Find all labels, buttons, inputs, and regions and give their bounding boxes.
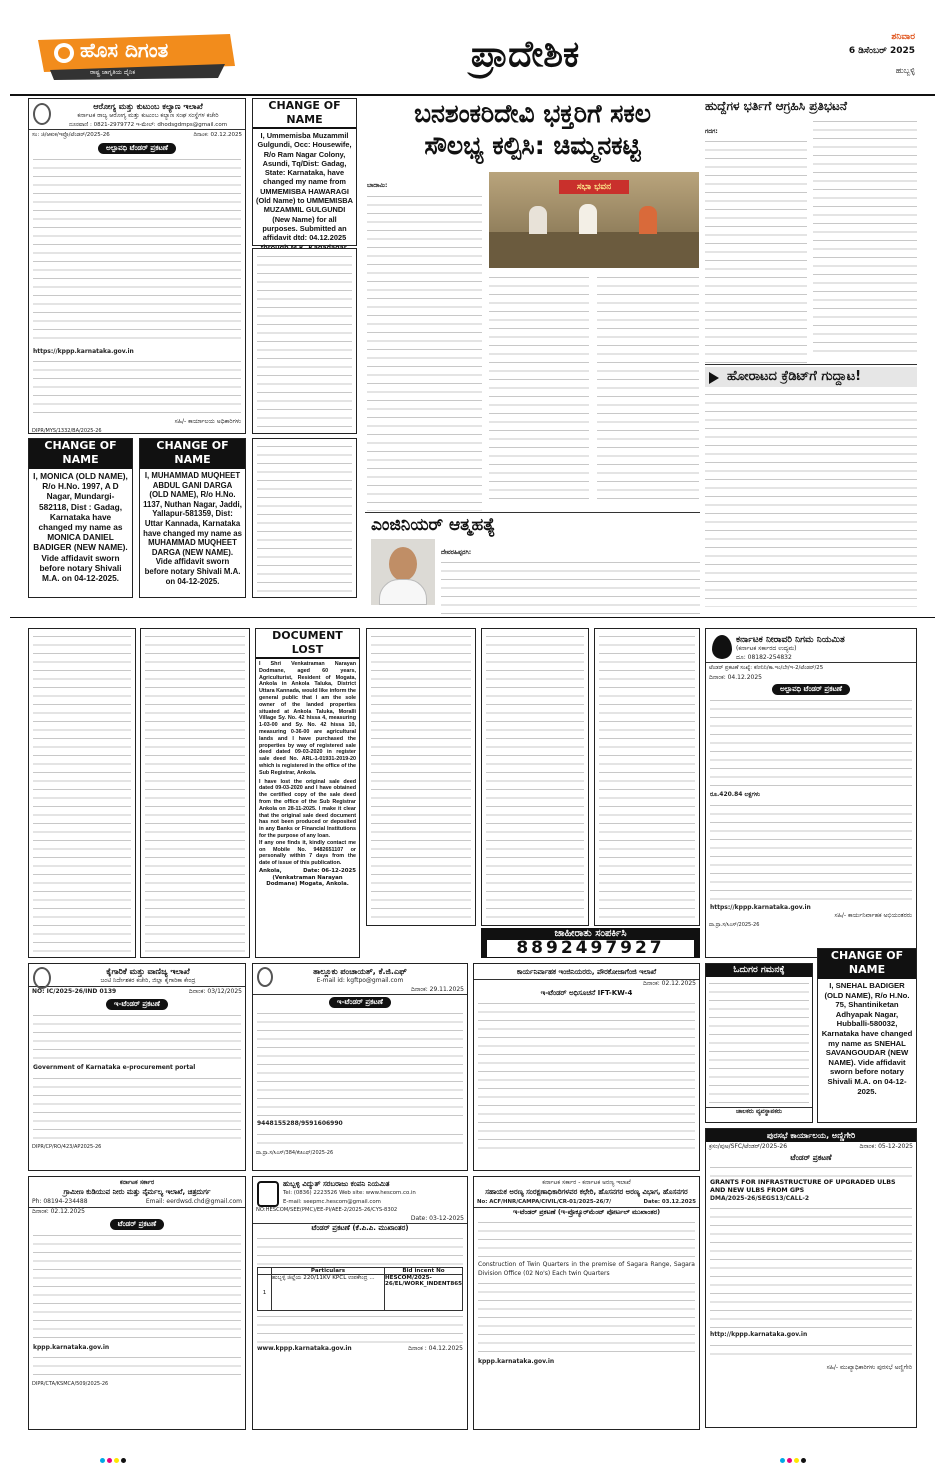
rural-title: ಟೆಂಡರ್ ಪ್ರಕಟಣೆ	[110, 1219, 164, 1230]
photo-person-shape	[639, 206, 657, 234]
health-body-text	[33, 156, 241, 346]
panchayat-code: ವಾ.ಪ್ರಾ.ಸ/ಸಿಎಸ್/384/ಕೆಜಿಎಫ್/2025-26	[256, 1149, 334, 1156]
water-ref: ಟೆಂಡರ್ ಪ್ರಕಟಣೆ ಸಂಖ್ಯೆ: ಕನೀನಿನಿ/ಕಾ.ಇಂ/ಬೇ/ಇ-2/ಟೆಂಡರ್/25	[709, 665, 824, 671]
engineer-story	[365, 512, 700, 610]
rural-email: Email: eerdwsd.chd@gmail.com	[145, 1197, 242, 1205]
notice-text	[371, 633, 471, 923]
section-title: ಪ್ರಾದೇಶಿಕ	[470, 34, 580, 75]
side-text-1b	[813, 118, 917, 358]
document-lost-date: Date: 06-12-2025	[303, 867, 356, 874]
hescom-phone: Tel: (0836) 2223526 Web site: www.hescom.co.in	[283, 1190, 416, 1196]
water-sub: (ಕರ್ನಾಟಕ ಸರ್ಕಾರದ ಉದ್ಯಮ)	[736, 645, 797, 652]
rural-water-tender-ad	[28, 1176, 246, 1430]
logo-tagline: ರಾಷ್ಟ್ರ ಜಾಗೃತಿಯ ದೈನಿಕ	[90, 69, 136, 76]
forest2-date: Date: 03.12.2025	[643, 1198, 696, 1205]
health-dept-title: ಆರೋಗ್ಯ ಮತ್ತು ಕುಟುಂಬ ಕಲ್ಯಾಣ ಇಲಾಖೆ	[93, 102, 203, 111]
change-of-name-4	[817, 948, 917, 1123]
change-name-heading: CHANGE OF NAME	[140, 439, 245, 469]
municipality-tender-ad	[705, 1128, 917, 1428]
notice-text	[257, 443, 352, 595]
hescom-col-particulars: Particulars	[272, 1268, 385, 1275]
photo-table-shape	[489, 232, 699, 268]
advert-contact-number[interactable]: 8892497927	[487, 940, 694, 957]
forest2-body-text-2	[478, 1280, 695, 1356]
water-title: ಅಲ್ಪಾವಧಿ ಟೆಂಡರ್ ಪ್ರಕಟಣೆ	[772, 684, 850, 695]
change-of-name-3	[139, 438, 246, 598]
issue-city: ಹುಬ್ಬಳ್ಳಿ	[895, 66, 915, 75]
engineer-face-icon	[389, 547, 417, 581]
forest2-portal[interactable]: kppp.karnataka.gov.in	[478, 1358, 555, 1365]
rural-govt: ಕರ್ನಾಟಕ ಸರ್ಕಾರ	[119, 1179, 155, 1186]
notice-text	[145, 633, 245, 955]
municipality-body-text-2	[710, 1205, 912, 1329]
industry-body-text-2	[33, 1075, 241, 1141]
rural-body-text	[33, 1232, 241, 1342]
forest2-eng: Construction of Twin Quarters in the premise of Sagara Range, Sagara Division Office (02 No's) Each twin Quarters	[478, 1261, 695, 1277]
lead-text-col-3	[597, 274, 699, 502]
water-sign: ಸಹಿ/- ಕಾರ್ಯನಿರ್ವಾಹಕ ಅಭಿಯಂತರರು	[834, 912, 912, 919]
readers-note-footer: ಚಾಲಕರು ವ್ಯವಸ್ಥಾಪಕರು	[706, 1107, 812, 1117]
panchayat-email: E-mail id: kgftpo@gmail.com	[316, 977, 404, 984]
municipality-heading: ಪುರಸಭೆ ಕಾರ್ಯಾಲಯ, ಅಣ್ಣಿಗೇರಿ	[706, 1129, 916, 1142]
industry-date: ದಿನಾಂಕ: 03/12/2025	[188, 987, 242, 995]
readers-note-text	[709, 980, 809, 1104]
health-tender-ad	[28, 98, 246, 434]
health-body-text-2	[33, 358, 241, 416]
hescom-tender-ad	[252, 1176, 468, 1430]
side-story-2	[705, 364, 917, 610]
forest2-dept: ಸಹಾಯಕ ಅರಣ್ಯ ಸಂರಕ್ಷಣಾಧಿಕಾರಿಗಳವರ ಕಛೇರಿ, ಹೊಸನಗರ ಅರಣ್ಯ ವಿಭಾಗ, ಹೊಸನಗರ	[485, 1187, 688, 1196]
lead-text-col-2	[489, 274, 589, 502]
notice-mid-5	[594, 628, 700, 926]
industry-dept: ಕೈಗಾರಿಕೆ ಮತ್ತು ವಾಣಿಜ್ಯ ಇಲಾಖೆ	[106, 967, 190, 976]
side-headline-1: ಹುದ್ದೆಗಳ ಭರ್ತಿಗೆ ಆಗ್ರಹಿಸಿ ಪ್ರತಿಭಟನೆ	[705, 99, 848, 113]
lead-text-col-1	[367, 193, 482, 511]
lead-photo	[489, 172, 699, 268]
water-body-text	[710, 697, 912, 789]
health-dept-sub: ಕರ್ನಾಟಕ ರಾಜ್ಯ ಆರೋಗ್ಯ ಮತ್ತು ಕುಟುಂಬ ಕಲ್ಯಾಣ ಸಂಘ ಸಂಸ್ಥೆಗಳ ಕಚೇರಿ	[77, 112, 219, 119]
hescom-row-bid: HESCOM/2025-26/EL/WORK_INDENT865	[384, 1275, 462, 1311]
masthead-rule	[10, 94, 935, 96]
forest-title: ಇ-ಟೆಂಡರ್ ಅಧಿಸೂಚನೆ IFT-KW-4	[540, 988, 633, 997]
govt-emblem-icon	[257, 967, 273, 987]
water-code: ವಾ.ಪ್ರಾ.ಸ/ಸಿಎಸ್/2025-26	[709, 921, 760, 928]
document-lost-heading: DOCUMENT LOST	[256, 629, 359, 659]
hescom-portal[interactable]: www.kppp.karnataka.gov.in	[257, 1345, 352, 1352]
health-date: ದಿನಾಂಕ: 02.12.2025	[193, 132, 242, 138]
masthead	[10, 28, 935, 92]
notice-text	[33, 633, 131, 955]
hescom-date: Date: 03-12-2025	[253, 1215, 467, 1225]
municipality-sign: ಸಹಿ/- ಮುಖ್ಯಾಧಿಕಾರಿಗಳು ಪುರಸಭೆ ಅಣ್ಣಿಗೇರಿ	[826, 1363, 912, 1371]
forest2-govt: ಕರ್ನಾಟಕ ಸರ್ಕಾರ - ಕರ್ನಾಟಕ ಅರಣ್ಯ ಇಲಾಖೆ	[542, 1179, 631, 1186]
document-lost-text-3: If any one finds it, kindly contact me on Mobile No. 9482651107 or personally within 7 days from the date of issue of this publication.	[259, 839, 356, 867]
rural-dept: ಗ್ರಾಮೀಣ ಕುಡಿಯುವ ನೀರು ಮತ್ತು ನೈರ್ಮಲ್ಯ ಇಲಾಖೆ, ಚಿತ್ರದುರ್ಗ	[63, 1187, 211, 1196]
water-drop-icon	[712, 635, 732, 659]
forest-tender-ad	[473, 963, 700, 1171]
document-lost-signoff: (Venkatraman Narayan Dodmane) Mogata, Ankola.	[266, 874, 349, 887]
notice-mid-2	[140, 628, 250, 958]
registration-dots-left	[100, 1448, 180, 1454]
advert-contact-label: ಜಾಹೀರಾತು ಸಂಪರ್ಕಿಸಿ	[554, 928, 627, 939]
panchayat-tender-ad	[252, 963, 468, 1171]
municipality-body-text-3	[710, 1342, 912, 1362]
hescom-body-text	[257, 1235, 463, 1265]
industry-title: ಇ-ಟೆಂಡರ್ ಪ್ರಕಟಣೆ	[106, 999, 168, 1010]
forest2-body-text	[478, 1219, 695, 1259]
water-amount: ರೂ.420.84 ಲಕ್ಷಗಳು	[710, 791, 761, 798]
readers-note-heading: ಓದುಗರ ಗಮನಕ್ಕೆ	[706, 964, 812, 977]
side-headline-2: ಹೋರಾಟದ ಕ್ರೆಡಿಟ್‌ಗೆ ಗುದ್ದಾಟ!	[705, 367, 917, 387]
photo-person-shape	[579, 204, 597, 234]
change-name-heading: CHANGE OF NAME	[818, 949, 916, 979]
side-text-2	[705, 391, 917, 607]
panchayat-phone[interactable]: 9448155288/9591606990	[257, 1120, 343, 1127]
municipality-ref2: DMA/2025-26/SEGS13/CALL-2	[710, 1194, 810, 1202]
change-name-text: I, Ummemisba Muzammil Gulgundi, Occ: Housewife, R/o Ram Nagar Colony, Asundi, Tq/Dist: Gadag, State: Karnataka, have changed my name from UMMEMISBA HAWARAGI (Old Name) to UMMEMISBA MUZAMMIL GULGUNDI (New Name) for all purposes. Submitted an affidavit dtd: 04.12.2025	[256, 131, 353, 243]
document-lost-place: Ankola,	[259, 867, 282, 874]
notice-text	[257, 253, 352, 431]
notice-mid-1	[28, 628, 136, 958]
hescom-name: ಹುಬ್ಬಳ್ಳಿ ವಿದ್ಯುತ್ ಸರಬರಾಜು ಕಂಪನಿ ನಿಯಮಿತ	[283, 1180, 390, 1188]
municipality-portal[interactable]: http://kppp.karnataka.gov.in	[710, 1331, 808, 1338]
readers-note-ad	[705, 963, 813, 1123]
municipality-grants: GRANTS FOR INFRASTRUCTURE OF UPGRADED ULBS AND NEW ULBS FROM GPS	[710, 1178, 896, 1194]
engineer-headline: ಎಂಜಿನಿಯರ್ ಆತ್ಮಹತ್ಯೆ	[371, 515, 496, 535]
change-name-heading: CHANGE OF NAME	[253, 99, 356, 129]
logo-title: ಹೊಸ ದಿಗಂತ	[80, 38, 169, 62]
engineer-photo	[371, 539, 435, 605]
hescom-date-2: ದಿನಾಂಕ : 04.12.2025	[408, 1345, 463, 1352]
change-name-heading: CHANGE OF NAME	[29, 439, 132, 469]
issue-date: 6 ಡಿಸೆಂಬರ್ 2025	[848, 46, 915, 56]
change-name-text: I, SNEHAL BADIGER (OLD NAME), R/o H.No. 75, Shantiniketan Adhyapak Nagar, Hubballi-580032, Karnataka have changed my name as SNEHAL SAVANGOUDAR (NEW NAME). Vide affidavit sworn before notary Shivali M.A. on 04-12-2025.	[821, 981, 913, 1096]
industry-sub: ಜಂಟಿ ನಿರ್ದೇಶಕರ ಕಚೇರಿ, ಜಿಲ್ಲಾ ಕೈಗಾರಿಕಾ ಕೇಂದ್ರ	[29, 977, 245, 987]
health-phone: ದೂರವಾಣಿ : 0821-2979772 ಇ-ಮೇಲ್: dhodsgdmps@gmail.com	[29, 121, 245, 131]
industry-portal[interactable]: Government of Karnataka e-procurement portal	[33, 1064, 196, 1071]
hescom-email[interactable]: E-mail: seepmc.hescom@gmail.com	[283, 1198, 381, 1205]
lead-col-1	[367, 172, 482, 502]
panchayat-body-text-2	[257, 1131, 463, 1147]
hescom-row-desc: ಹುಬ್ಬಳ್ಳಿ ಜಿಲ್ಲೆಯ 220/11KV KPCL ಉಪಕೇಂದ್ರ ...	[272, 1275, 385, 1311]
health-portal[interactable]: https://kppp.karnataka.gov.in	[33, 347, 134, 355]
health-title: ಅಲ್ಪಾವಧಿ ಟೆಂಡರ್ ಪ್ರಕಟಣೆ	[98, 143, 176, 154]
advert-contact-banner	[481, 928, 700, 958]
forest-office-tender-ad	[473, 1176, 700, 1430]
lead-headline-2: ಸೌಲಭ್ಯ ಕಲ್ಪಿಸಿ: ಚಿಮ್ಮನಕಟ್ಟಿ	[424, 131, 641, 160]
forest2-ref: No: ACF/HNR/CAMPA/CIVIL/CR-01/2025-26/7/	[477, 1198, 612, 1205]
registration-dots-right	[780, 1448, 860, 1454]
water-body-text-2	[710, 802, 912, 902]
forest2-title: ಇ-ಟೆಂಡರ್ ಪ್ರಕಟಣೆ (ಇ-ಪ್ರೊಕ್ಯೂರ್‌ಮೆಂಟ್ ಪೋರ್ಟಲ್ ಮುಖಾಂತರ)	[512, 1208, 661, 1216]
small-notice-2	[252, 438, 357, 598]
side-story-1	[705, 98, 917, 360]
health-sign: ಸಹಿ/- ಕಾರ್ಯಾಲಯ ಅಧಿಕಾರಿಗಳು	[174, 418, 241, 425]
forest-body-text	[478, 1000, 695, 1156]
document-lost-ad	[255, 628, 360, 958]
health-ref: ಸಂ: ಜಿ/ಆಕುಕ/ಇಪ್ರೊ/ಟೆಂಡರ್/2025-26	[32, 132, 110, 138]
notice-mid-4	[481, 628, 589, 926]
side-text-1a	[705, 138, 807, 366]
panchayat-date: ದಿನಾಂಕ: 29.11.2025	[253, 986, 467, 996]
notice-text	[599, 633, 695, 923]
engineer-shirt-shape	[379, 579, 427, 605]
panchayat-org: ತಾಲ್ಲೂಕು ಪಂಚಾಯತ್, ಕೆ.ಜಿ.ಎಫ್	[313, 967, 407, 976]
hescom-table	[257, 1267, 463, 1311]
change-name-text: I, MONICA (OLD NAME), R/o H.No. 1997, A D Nagar, Mundargi-582118, Dist : Gadag, Karnataka have changed my name as MONICA DANIEL BADIGER (NEW NAME). Vide affidavit sworn before notary Shivali M.A. on 04-12-2025.	[33, 471, 128, 584]
forest-org: ಕಾರ್ಯನಿರ್ವಾಹಕ ಇಂಜಿನಿಯರರು, ಪೌರಕೋಜಾಗೆಂಜಿ ಇಲಾಖೆ	[474, 968, 699, 980]
hescom-row-no: 1	[258, 1275, 272, 1311]
change-of-name-2	[28, 438, 133, 598]
hescom-body-text-2	[257, 1313, 463, 1343]
lead-photo-banner: ಸಭಾ ಭವನ	[559, 180, 629, 194]
issue-day: ಶನಿವಾರ	[891, 32, 915, 42]
industry-body-text	[33, 1012, 241, 1062]
health-code: DIPR/MYS/1332/BA/2025-26	[32, 427, 102, 434]
rural-code: DIPR/CTA/KSMCA/509/2025-26	[32, 1381, 109, 1387]
water-phone: ದೂ: 08182-254832	[706, 654, 916, 664]
photo-person-shape	[529, 206, 547, 234]
small-notice-1	[252, 248, 357, 434]
document-lost-text: I Shri Venkatraman Narayan Dodmane, aged 60 years, Agriculturist, Resident of Mogata, Ankola in Ankola Taluka, District Uttara Kannada, would like inform the general public that I am the sole owner of the landed properties situated at Ankola Taluka, Moralli Village Sy. No. 42 hissa 4, measuring 1-03-00 and Sy. No. 42 hissa 10, measuring 0-36-00 are agricultural lands and I have purchased the properties by way of registered sale deed dated 09-03-2020 in register sale deed No. ARL-1-01931-2019-20 which is registered in the office of the Sub Registrar, Ankola.	[259, 661, 356, 776]
hescom-col-no	[258, 1268, 272, 1275]
industry-no: NO: IC/2025-26/IND 0139	[32, 987, 117, 995]
municipality-date: ದಿನಾಂಕ: 05-12-2025	[859, 1143, 913, 1150]
notice-mid-3	[366, 628, 476, 926]
rural-date: ದಿನಾಂಕ: 02.12.2025	[32, 1208, 85, 1215]
panchayat-body-text	[257, 1010, 463, 1118]
side-dateline-1: ಗದಗ:	[705, 128, 718, 135]
hescom-col-bid: Bid incent No	[384, 1268, 462, 1275]
lead-dateline: ಬಾದಾಮಿ:	[367, 182, 388, 189]
arrow-icon	[709, 372, 719, 384]
rural-phone: Ph: 08194-234488	[32, 1197, 88, 1205]
hescom-logo-icon	[257, 1181, 279, 1207]
notice-text	[486, 633, 584, 923]
water-date: ದಿನಾಂಕ: 04.12.2025	[709, 673, 762, 681]
rural-body-text-2	[33, 1354, 241, 1378]
engineer-dateline: ದೇವರಹಿಪ್ಪರಗಿ:	[441, 549, 472, 556]
municipality-ref: ಕ್ರಸಂ/ಪುಅ/SFC/ಟೆಂಡರ್/2025-26	[709, 1143, 788, 1150]
section-rule	[10, 617, 935, 618]
govt-emblem-icon	[33, 967, 51, 989]
municipality-body-text	[710, 1164, 912, 1178]
industry-tender-ad	[28, 963, 246, 1171]
hescom-title: ಟೆಂಡರ್ ಪ್ರಕಟಣೆ (ಕೆ.ಪಿ.ಪಿ. ಮುಖಾಂತರ)	[311, 1224, 409, 1232]
water-portal[interactable]: https://kppp.karnataka.gov.in	[710, 903, 811, 911]
rural-portal[interactable]: kppp.karnataka.gov.in	[33, 1343, 110, 1351]
change-name-text: I, MUHAMMAD MUQHEET ABDUL GANI DARGA (OLD NAME), R/o H.No. 1137, Nuthan Nagar, Jaddi, Yallapur-581359, Dist: Uttar Kannada, Karnataka have changed my name as MUHAMMAD MUQHEET DARGA (NEW NAME). Vide affidavit sworn before notary Shivali M.A. on 04-12-2025.	[143, 471, 242, 586]
engineer-text	[441, 559, 700, 619]
water-tender-ad	[705, 628, 917, 958]
document-lost-text-2: I have lost the original sale deed dated 09-03-2020 and I have obtained the certified copy of the sale deed from the office of the Sub Registrar Ankola on 28-11-2025. I make it clear that the original sale deed document has not been produced or deposited in any Banks or Financial Institutions for the purpose of any loan.	[259, 778, 356, 839]
newspaper-logo	[30, 30, 245, 82]
industry-code: DIPR/CP/RO/423/AP2025-26	[32, 1143, 102, 1150]
change-of-name-1	[252, 98, 357, 246]
municipality-title: ಟೆಂಡರ್ ಪ್ರಕಟಣೆ	[790, 1152, 832, 1162]
govt-emblem-icon	[33, 103, 51, 125]
lead-headline-1: ಬನಶಂಕರಿದೇವಿ ಭಕ್ತರಿಗೆ ಸಕಲ	[414, 99, 651, 128]
lead-story	[365, 98, 700, 510]
forest-date: ದಿನಾಂಕ: 02.12.2025	[643, 980, 696, 987]
panchayat-title: ಇ-ಟೆಂಡರ್ ಪ್ರಕಟಣೆ	[329, 997, 391, 1008]
water-org: ಕರ್ನಾಟಕ ನೀರಾವರಿ ನಿಗಮ ನಿಯಮಿತ	[736, 635, 845, 645]
hescom-ref: NO:HESCOM/SEE(PMC)/EE-PI/AEE-2/2025-26/CYS-8302	[256, 1207, 398, 1213]
